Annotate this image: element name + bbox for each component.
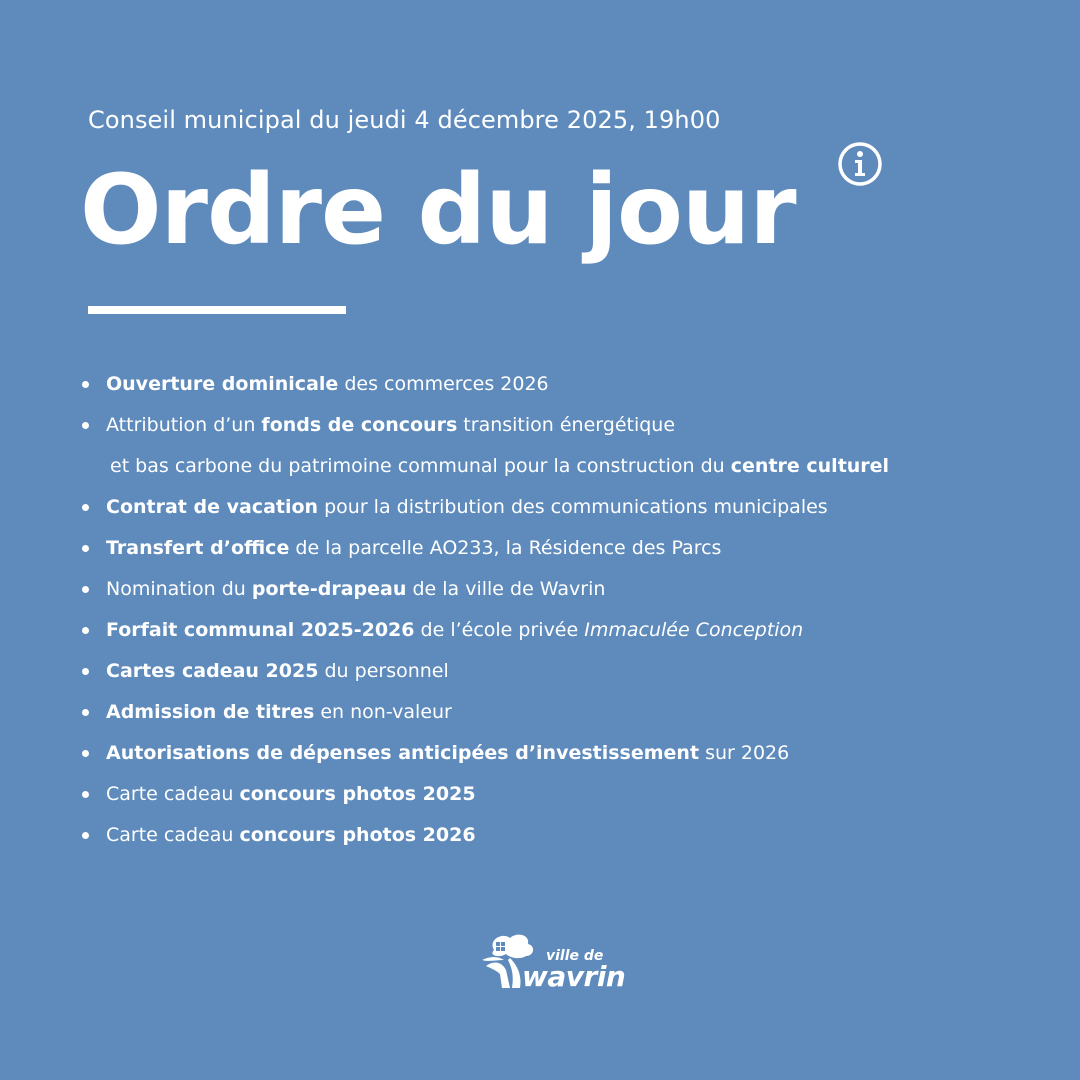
- agenda-item-text: et bas carbone du patrimoine communal pour la construction du: [110, 455, 731, 477]
- agenda-item-bold: Autorisations de dépenses anticipées d’investissement: [106, 742, 700, 764]
- bullet-icon: [82, 422, 89, 429]
- subtitle: Conseil municipal du jeudi 4 décembre 2025, 19h00: [88, 106, 721, 134]
- agenda-item-text: transition énergétique: [457, 414, 676, 436]
- wavrin-logo: [480, 930, 626, 1000]
- agenda-item-text: de la parcelle AO233, la Résidence des Parcs: [289, 537, 722, 559]
- agenda-item-bold: fonds de concours: [261, 414, 458, 436]
- bullet-icon: [82, 832, 89, 839]
- bullet-icon: [82, 586, 89, 593]
- page-title: Ordre du jour: [80, 154, 796, 266]
- agenda-item-text: Carte cadeau: [106, 824, 240, 846]
- agenda-item-text: en non-valeur: [314, 701, 452, 723]
- agenda-item-bold: concours photos 2026: [239, 824, 476, 846]
- bullet-icon: [82, 504, 89, 511]
- agenda-item-bold: centre culturel: [730, 455, 890, 477]
- bullet-icon: [82, 750, 89, 757]
- bullet-icon: [82, 381, 89, 388]
- bullet-icon: [82, 791, 89, 798]
- agenda-list: [0, 364, 1080, 856]
- agenda-item-continuation: [0, 446, 1080, 487]
- agenda-item-bold: concours photos 2025: [239, 783, 476, 805]
- agenda-item: [0, 528, 1080, 569]
- agenda-item-text: de la ville de Wavrin: [406, 578, 606, 600]
- agenda-item-bold: Contrat de vacation: [106, 496, 319, 518]
- bullet-icon: [82, 627, 89, 634]
- agenda-item-bold: porte-drapeau: [251, 578, 407, 600]
- logo-text-main: wavrin: [522, 960, 626, 993]
- agenda-item-bold: Transfert d’office: [106, 537, 290, 559]
- agenda-item: [0, 610, 1080, 651]
- agenda-item: [0, 692, 1080, 733]
- logo-text-top: ville de: [546, 948, 604, 964]
- agenda-item-text: du personnel: [318, 660, 449, 682]
- agenda-item: [0, 774, 1080, 815]
- agenda-item: [0, 569, 1080, 610]
- agenda-item: [0, 651, 1080, 692]
- agenda-item-text: Attribution d’un: [106, 414, 262, 436]
- agenda-item-text: sur 2026: [699, 742, 790, 764]
- agenda-item-text: des commerces 2026: [338, 373, 549, 395]
- agenda-item: [0, 487, 1080, 528]
- bullet-icon: [82, 668, 89, 675]
- agenda-item: [0, 364, 1080, 405]
- agenda-item: [0, 405, 1080, 446]
- agenda-item-text: pour la distribution des communications municipales: [318, 496, 828, 518]
- agenda-item-bold: Ouverture dominicale: [106, 373, 339, 395]
- title-divider: [88, 306, 346, 314]
- agenda-item-text: Nomination du: [106, 578, 252, 600]
- agenda-item-text: Carte cadeau: [106, 783, 240, 805]
- agenda-item-bold: Admission de titres: [106, 701, 315, 723]
- info-icon: [836, 140, 884, 188]
- bullet-icon: [82, 709, 89, 716]
- agenda-item-text: de l’école privée: [414, 619, 585, 641]
- bullet-icon: [82, 545, 89, 552]
- agenda-item: [0, 733, 1080, 774]
- agenda-item-bold: Cartes cadeau 2025: [106, 660, 319, 682]
- agenda-item-italic: Immaculée Conception: [584, 619, 804, 641]
- agenda-item-bold: Forfait communal 2025-2026: [106, 619, 415, 641]
- agenda-item: [0, 815, 1080, 856]
